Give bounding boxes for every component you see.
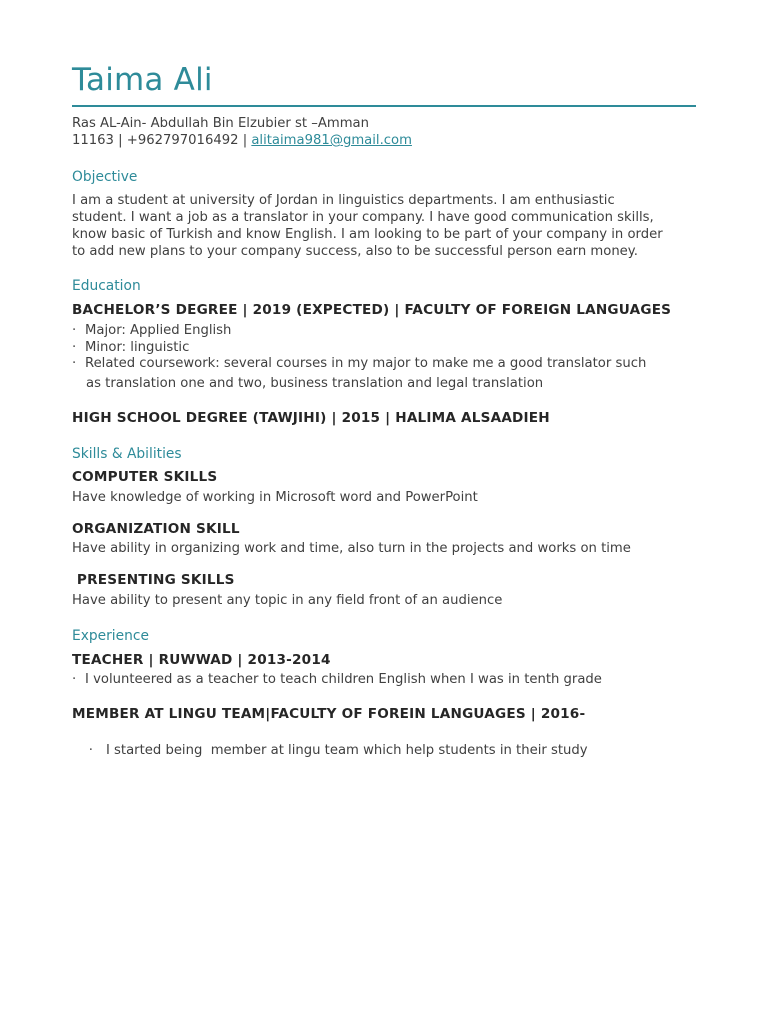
objective-line: know basic of Turkish and know English. I am looking to be part of your company in order <box>72 227 663 242</box>
bullet: · <box>72 672 77 687</box>
email-link[interactable]: alitaima981@gmail.com <box>251 133 412 148</box>
objective-line: to add new plans to your company success, also to be successful person earn money. <box>72 244 638 259</box>
skill-title: COMPUTER SKILLS <box>72 469 218 485</box>
experience-heading: Experience <box>72 628 149 644</box>
bullet: · <box>72 323 77 338</box>
education-heading: Education <box>72 278 141 294</box>
skill-title: ORGANIZATION SKILL <box>72 521 240 537</box>
skill-description: Have knowledge of working in Microsoft word and PowerPoint <box>72 490 478 505</box>
list-item: · Major: Applied English <box>72 323 232 338</box>
high-school-degree-title: HIGH SCHOOL DEGREE (TAWJIHI) | 2015 | HALIMA ALSAADIEH <box>72 410 550 426</box>
header-divider <box>72 105 696 107</box>
skill-description: Have ability in organizing work and time, also turn in the projects and works on time <box>72 541 631 556</box>
bachelor-degree-title: BACHELOR’S DEGREE | 2019 (EXPECTED) | FACULTY OF FOREIGN LANGUAGES <box>72 302 672 318</box>
list-item: · Minor: linguistic <box>72 340 190 355</box>
objective-line: I am a student at university of Jordan in linguistics departments. I am enthusiastic <box>72 193 615 208</box>
list-item-continuation: as translation one and two, business translation and legal translation <box>86 376 544 391</box>
job-title: TEACHER | RUWWAD | 2013-2014 <box>72 652 331 668</box>
skill-title: PRESENTING SKILLS <box>72 572 235 588</box>
bullet: · <box>88 743 93 758</box>
skills-heading: Skills & Abilities <box>72 446 182 462</box>
zip-phone: 11163 | +962797016492 | <box>72 133 252 148</box>
list-item: · Related coursework: several courses in my major to make me a good translator such <box>72 356 647 371</box>
job-description: · I started being member at lingu team which help students in their study <box>88 743 588 758</box>
bullet: · <box>72 356 77 371</box>
objective-line: student. I want a job as a translator in your company. I have good communication skills, <box>72 210 654 225</box>
skill-description: Have ability to present any topic in any field front of an audience <box>72 593 503 608</box>
address-line: Ras AL-Ain- Abdullah Bin Elzubier st –Amman <box>72 116 369 131</box>
contact-line <box>72 132 412 149</box>
bullet: · <box>72 340 77 355</box>
candidate-name: Taima Ali <box>72 62 213 98</box>
job-title: MEMBER AT LINGU TEAM|FACULTY OF FOREIN LANGUAGES | 2016- <box>72 706 586 722</box>
objective-heading: Objective <box>72 169 138 185</box>
job-description: · I volunteered as a teacher to teach children English when I was in tenth grade <box>72 672 602 687</box>
